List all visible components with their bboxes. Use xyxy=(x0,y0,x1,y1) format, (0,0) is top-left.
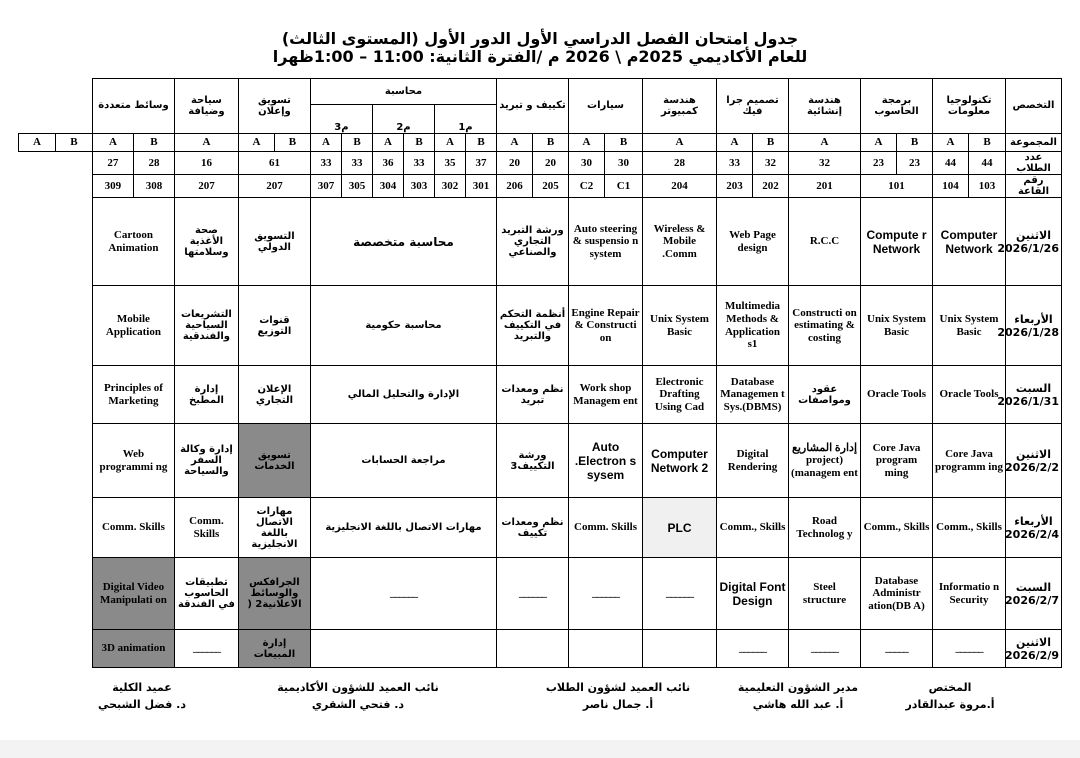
exam-schedule-table xyxy=(18,78,1062,668)
exam-cell: محاسبة متخصصة xyxy=(310,198,496,286)
exam-cell: Auto steering & suspensio n system xyxy=(569,198,643,286)
group-cell: B xyxy=(605,134,643,152)
group-cell: B xyxy=(341,134,372,152)
exam-cell: Compute r Network xyxy=(861,198,933,286)
header-computer-engineering: هندسة كمبيوتر xyxy=(643,79,717,134)
day-name: السبت xyxy=(1015,580,1052,594)
group-cell: B xyxy=(274,134,310,152)
room-cell: 302 xyxy=(434,175,465,198)
exam-cell: Web programmi ng xyxy=(92,424,174,498)
room-cell: 305 xyxy=(341,175,372,198)
room-cell: 201 xyxy=(789,175,861,198)
exam-cell: Digital Video Manipulati on xyxy=(92,558,174,630)
room-cell: 204 xyxy=(643,175,717,198)
group-cell: A xyxy=(933,134,969,152)
header-tourism: سياحة وضيافة xyxy=(174,79,238,134)
page-bottom-strip xyxy=(0,740,1080,758)
day-cell xyxy=(997,286,1062,366)
room-cell: 103 xyxy=(969,175,1006,198)
exam-cell: ورشة التكييف3 xyxy=(496,424,568,498)
exam-cell: Unix System Basic xyxy=(861,286,933,366)
group-cell: A xyxy=(372,134,403,152)
header-specialization: التخصص xyxy=(1006,79,1062,134)
exam-cell: تطبيقات الحاسوب في الفندقة xyxy=(174,558,238,630)
day-date: 2026/1/31 xyxy=(997,394,1059,408)
students-cell: 33 xyxy=(341,152,372,175)
group-cell: A xyxy=(174,134,238,152)
exam-cell: PLC xyxy=(643,498,717,558)
header-acc-2: م2 xyxy=(372,105,434,134)
exam-cell xyxy=(310,630,496,668)
signature-block xyxy=(528,679,708,713)
exam-cell: قنوات التوزيع xyxy=(238,286,310,366)
exam-cell: ______ xyxy=(569,558,643,630)
header-accounting: محاسبة xyxy=(310,79,496,105)
students-cell: 37 xyxy=(465,152,496,175)
group-cell: B xyxy=(403,134,434,152)
day-date: 2026/2/7 xyxy=(1005,593,1059,607)
room-cell: 104 xyxy=(933,175,969,198)
exam-cell: Constructi on estimating & costing xyxy=(789,286,861,366)
header-multimedia: وسائط متعددة xyxy=(92,79,174,134)
exam-cell: ______ xyxy=(789,630,861,668)
exam-cell: ______ xyxy=(174,630,238,668)
exam-cell: Unix System Basic xyxy=(643,286,717,366)
signature-role: مدير الشؤون التعليمية xyxy=(737,681,859,694)
signature-role: نائب العميد للشؤون الأكاديمية xyxy=(277,681,439,694)
group-cell: B xyxy=(533,134,569,152)
day-name: الأربعاء xyxy=(1014,514,1053,528)
signature-name: أ. جمال ناصر xyxy=(582,698,654,711)
signature-role: عميد الكلية xyxy=(112,681,172,694)
room-cell: C2 xyxy=(569,175,605,198)
students-cell: 33 xyxy=(717,152,753,175)
signature-block xyxy=(880,679,1020,713)
signature-block xyxy=(258,679,458,713)
exam-cell: Oracle Tools xyxy=(933,366,1006,424)
room-cell: 207 xyxy=(174,175,238,198)
students-cell: 28 xyxy=(133,152,174,175)
exam-cell: التشريعات السياحية والفندقية xyxy=(174,286,238,366)
day-cell xyxy=(1006,558,1062,630)
group-cell: A xyxy=(238,134,274,152)
students-cell: 20 xyxy=(533,152,569,175)
exam-cell: صحة الأغذية وسلامتها xyxy=(174,198,238,286)
exam-cell: ______ xyxy=(933,630,1006,668)
signature-name: د. فضل الشبحي xyxy=(98,698,186,711)
students-row xyxy=(19,152,1062,175)
exam-cell xyxy=(569,630,643,668)
exam-cell: Mobile Application xyxy=(92,286,174,366)
exam-cell: Comm. Skills xyxy=(92,498,174,558)
students-cell: 28 xyxy=(643,152,717,175)
day-row xyxy=(19,498,1062,558)
exam-cell: ______ xyxy=(310,558,496,630)
day-cell xyxy=(997,198,1062,286)
signature-block xyxy=(72,679,212,713)
exam-cell: Cartoon Animation xyxy=(92,198,174,286)
room-cell: 207 xyxy=(238,175,310,198)
exam-cell: الإعلان التجاري xyxy=(238,366,310,424)
exam-cell: R.C.C xyxy=(789,198,861,286)
exam-cell: Auto .Electron s sysem xyxy=(569,424,643,498)
exam-cell: تسويق الخدمات xyxy=(238,424,310,498)
exam-cell: محاسبة حكومية xyxy=(310,286,496,366)
header-construction: هندسة إنشائية xyxy=(789,79,861,134)
room-cell: 301 xyxy=(465,175,496,198)
exam-cell: Comm., Skills xyxy=(861,498,933,558)
group-row xyxy=(19,134,1062,152)
rooms-row-label: رقم القاعة xyxy=(1006,175,1062,198)
exam-cell: الإدارة والتحليل المالي xyxy=(310,366,496,424)
exam-cell: Computer Network xyxy=(933,198,1006,286)
group-cell: B xyxy=(133,134,174,152)
day-cell xyxy=(997,366,1062,424)
group-cell: A xyxy=(861,134,897,152)
exam-cell: Road Technolog y xyxy=(789,498,861,558)
day-cell xyxy=(1006,498,1062,558)
students-cell: 23 xyxy=(861,152,897,175)
exam-cell: Comm. Skills xyxy=(174,498,238,558)
signature-role: المختص xyxy=(928,681,972,694)
exam-cell xyxy=(496,630,568,668)
exam-cell: Engine Repair & Constructi on xyxy=(569,286,643,366)
students-cell: 32 xyxy=(789,152,861,175)
day-date: 2026/1/28 xyxy=(997,325,1059,339)
room-cell: 205 xyxy=(533,175,569,198)
exam-cell: Core Java program ming xyxy=(861,424,933,498)
day-date: 2026/2/4 xyxy=(1005,527,1059,541)
room-cell: 304 xyxy=(372,175,403,198)
exam-cell: Steel structure xyxy=(789,558,861,630)
exam-cell: Electronic Drafting Using Cad xyxy=(643,366,717,424)
exam-cell: Wireless & Mobile Comm. xyxy=(643,198,717,286)
room-cell: 203 xyxy=(717,175,753,198)
group-cell: A xyxy=(19,134,56,152)
exam-cell: 3D animation xyxy=(92,630,174,668)
room-cell: 308 xyxy=(133,175,174,198)
group-row-label: المجموعة xyxy=(1006,134,1062,152)
group-cell: A xyxy=(310,134,341,152)
exam-cell: ورشة التبريد التجاري والصناعي xyxy=(496,198,568,286)
students-cell: 32 xyxy=(753,152,789,175)
students-cell: 33 xyxy=(403,152,434,175)
day-cell xyxy=(1006,630,1062,668)
exam-cell: أنظمة التحكم في التكييف والتبريد xyxy=(496,286,568,366)
header-it: تكنولوجيا معلومات xyxy=(933,79,1006,134)
day-row xyxy=(19,286,1062,366)
header-graphic: تصميم جرا فيك xyxy=(717,79,789,134)
exam-cell: مهارات الاتصال باللغة الانجليزية xyxy=(238,498,310,558)
students-cell: 36 xyxy=(372,152,403,175)
day-date: 2026/2/9 xyxy=(1005,648,1059,662)
exam-cell: مراجعة الحسابات xyxy=(310,424,496,498)
day-name: الاثنين xyxy=(1016,635,1051,649)
title-line-1: جدول امتحان الفصل الدراسي الأول الدور الأول (المستوى الثالث) xyxy=(281,29,799,48)
group-cell: A xyxy=(643,134,717,152)
header-acc-3: م3 xyxy=(310,105,372,134)
exam-cell: Digital Rendering xyxy=(717,424,789,498)
room-cell: 307 xyxy=(310,175,341,198)
exam-cell: Principles of Marketing xyxy=(92,366,174,424)
exam-cell: Multimedia Methods & Application s1 xyxy=(717,286,789,366)
exam-cell: Database Administr ation(DB A) xyxy=(861,558,933,630)
exam-cell: Web Page design xyxy=(717,198,789,286)
exam-cell: ______ xyxy=(496,558,568,630)
exam-cell: الجرافكس والوسائط الاعلانية2 ( xyxy=(238,558,310,630)
exam-cell: _____ xyxy=(861,630,933,668)
header-row-specializations xyxy=(19,79,1062,105)
exam-cell: إدارة وكالة السفر والسياحة xyxy=(174,424,238,498)
room-cell: 206 xyxy=(496,175,532,198)
exam-cell: Computer Network 2 xyxy=(643,424,717,498)
exam-cell: ______ xyxy=(643,558,717,630)
exam-cell: نظم ومعدات تبريد xyxy=(496,366,568,424)
day-name: الاثنين xyxy=(1016,228,1051,242)
header-cars: سيارات xyxy=(569,79,643,134)
day-row xyxy=(19,630,1062,668)
exam-cell: Core Java programm ing xyxy=(933,424,1006,498)
header-hvac: تكييف و تبريد xyxy=(496,79,568,134)
signature-name: أ.مروة عبدالقادر xyxy=(905,698,995,711)
exam-cell: Work shop Managem ent xyxy=(569,366,643,424)
group-cell: B xyxy=(753,134,789,152)
exam-cell: Comm., Skills xyxy=(717,498,789,558)
signature-name: أ. عبد الله هاشي xyxy=(752,698,844,711)
document-title xyxy=(0,28,1080,68)
day-date: 2026/1/26 xyxy=(997,241,1059,255)
header-marketing: تسويق وإعلان xyxy=(238,79,310,134)
students-cell: 23 xyxy=(897,152,933,175)
students-cell: 44 xyxy=(933,152,969,175)
group-cell: A xyxy=(789,134,861,152)
students-cell: 20 xyxy=(496,152,532,175)
group-cell: B xyxy=(465,134,496,152)
signature-name: د. فتحي الشقري xyxy=(311,698,405,711)
exam-cell: Comm. Skills xyxy=(569,498,643,558)
exam-cell: Digital Font Design xyxy=(717,558,789,630)
day-cell xyxy=(1006,424,1062,498)
title-line-2: للعام الأكاديمي 2025م \ 2026 م /الفترة الثانية: 11:00 – 1:00ظهرا xyxy=(272,47,808,66)
day-row xyxy=(19,558,1062,630)
exam-cell: مهارات الاتصال باللغة الانجليزية xyxy=(310,498,496,558)
exam-cell: Comm., Skills xyxy=(933,498,1006,558)
room-cell: 202 xyxy=(753,175,789,198)
signature-role: نائب العميد لشؤون الطلاب xyxy=(545,681,691,694)
room-cell: 309 xyxy=(92,175,133,198)
room-cell: 303 xyxy=(403,175,434,198)
group-cell: A xyxy=(434,134,465,152)
students-row-label: عدد الطلاب xyxy=(1006,152,1062,175)
day-row xyxy=(19,198,1062,286)
students-cell: 27 xyxy=(92,152,133,175)
group-cell: A xyxy=(569,134,605,152)
students-cell: 61 xyxy=(238,152,310,175)
group-cell: B xyxy=(55,134,92,152)
header-programming: برمجة الحاسوب xyxy=(861,79,933,134)
group-cell: B xyxy=(897,134,933,152)
room-cell: C1 xyxy=(605,175,643,198)
exam-cell: إدارة المبيعات xyxy=(238,630,310,668)
signature-block xyxy=(718,679,878,713)
day-name: السبت xyxy=(1015,381,1052,395)
day-name: الاثنين xyxy=(1016,447,1051,461)
group-cell: A xyxy=(496,134,532,152)
students-cell: 30 xyxy=(605,152,643,175)
day-date: 2026/2/2 xyxy=(1005,460,1059,474)
students-cell: 35 xyxy=(434,152,465,175)
room-cell: 101 xyxy=(861,175,933,198)
exam-cell: Oracle Tools xyxy=(861,366,933,424)
students-cell: 16 xyxy=(174,152,238,175)
exam-cell: التسويق الدولي xyxy=(238,198,310,286)
exam-cell: Informatio n Security xyxy=(933,558,1006,630)
group-cell: A xyxy=(92,134,133,152)
exam-cell: ______ xyxy=(717,630,789,668)
day-row xyxy=(19,366,1062,424)
group-cell: A xyxy=(717,134,753,152)
exam-cell xyxy=(643,630,717,668)
students-cell: 33 xyxy=(310,152,341,175)
exam-cell: Database Managemen t Sys.(DBMS) xyxy=(717,366,789,424)
exam-cell: إدارة المشاريع (project managem ent) xyxy=(789,424,861,498)
day-row xyxy=(19,424,1062,498)
exam-cell: عقود ومواصفات xyxy=(789,366,861,424)
students-cell: 30 xyxy=(569,152,605,175)
exam-cell: Unix System Basic xyxy=(933,286,1006,366)
exam-cell: نظم ومعدات تكييف xyxy=(496,498,568,558)
group-cell: B xyxy=(969,134,1006,152)
exam-cell: إدارة المطبخ xyxy=(174,366,238,424)
students-cell: 44 xyxy=(969,152,1006,175)
day-name: الأربعاء xyxy=(1014,312,1053,326)
header-acc-1: م1 xyxy=(434,105,496,134)
rooms-row xyxy=(19,175,1062,198)
